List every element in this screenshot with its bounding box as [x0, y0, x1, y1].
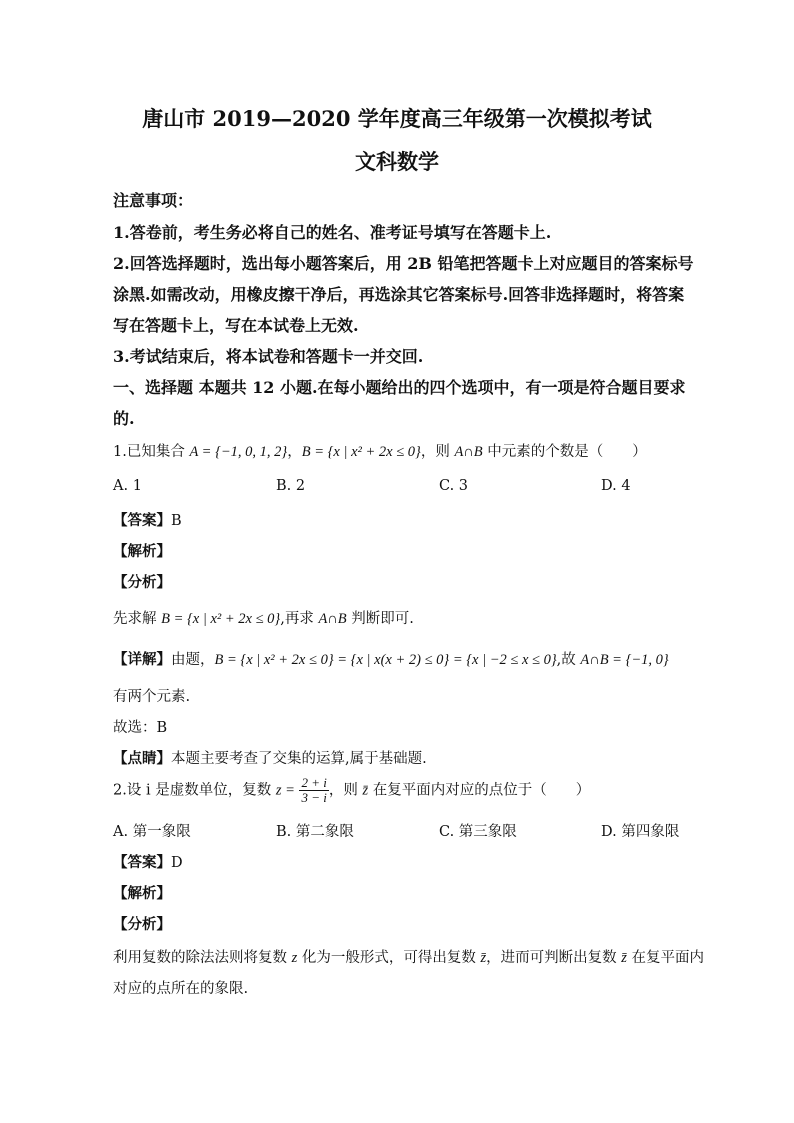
q2-fenxi-b: 化为一般形式，可得出复数	[297, 950, 481, 966]
q1-fenxi-intersection: A∩B	[318, 611, 347, 627]
q1-fenxi-prefix: 先求解	[113, 611, 162, 627]
section-heading-line-2: 的.	[113, 409, 135, 428]
notice-item-2-line-2: 涂黑.如需改动，用橡皮擦干净后，再选涂其它答案标号.回答非选择题时，将答案	[113, 285, 685, 304]
q2-option-a: A. 第一象限	[113, 824, 191, 840]
q1-fenxi-mid: ,再求	[280, 611, 319, 627]
q2-fenxi-line-2: 对应的点所在的象限.	[113, 981, 249, 997]
q1-detail-prefix: 由题，	[171, 652, 215, 668]
q2-answer	[113, 851, 183, 872]
q1-fenxi-suffix: 判断即可.	[346, 611, 414, 627]
q1-fenxi-expr: B = {x | x² + 2x ≤ 0}	[161, 611, 281, 627]
notice-heading: 注意事项：	[113, 191, 194, 210]
q1-choose: 故选：B	[113, 720, 168, 736]
q2-fenxi-line-1	[113, 946, 704, 967]
q1-sep: ，	[287, 444, 302, 460]
q2-fenxi-tag: 【分析】	[113, 916, 171, 933]
question-2-stem	[113, 776, 590, 805]
q1-analysis-tag: 【解析】	[113, 543, 171, 560]
page-subtitle: 文科数学	[355, 149, 439, 174]
question-1-stem	[113, 440, 647, 461]
q2-fenxi-c: ，进而可判断出复数	[486, 950, 622, 966]
q1-answer-value: B	[171, 513, 182, 529]
q2-fraction-numerator: 2 + i	[301, 775, 327, 790]
q2-option-d: D. 第四象限	[601, 824, 680, 840]
q1-detail	[113, 648, 669, 669]
q2-answer-value: D	[171, 855, 183, 871]
q1-detail-tag: 【详解】	[113, 651, 171, 668]
q2-stem-mid: ，则	[328, 782, 363, 799]
q1-fenxi-tag: 【分析】	[113, 574, 171, 591]
q1-answer-tag: 【答案】	[113, 512, 171, 529]
q1-detail-expr: B = {x | x² + 2x ≤ 0} = {x | x(x + 2) ≤ 0} = {x | −2 ≤ x ≤ 0}	[214, 652, 557, 668]
q2-fenxi-z: z	[291, 950, 298, 966]
q1-stem-suffix: 中元素的个数是（ ）	[482, 444, 647, 460]
section-heading-line-1: 一、选择题 本题共 12 小题.在每小题给出的四个选项中，有一项是符合题目要求	[113, 378, 686, 397]
q2-fenxi-a: 利用复数的除法法则将复数	[113, 950, 292, 966]
q1-set-a: A = {−1, 0, 1, 2}	[189, 444, 288, 460]
notice-item-1: 1.答卷前，考生务必将自己的姓名、准考证号填写在答题卡上.	[113, 223, 552, 242]
q1-stem-mid: ，则	[420, 444, 455, 460]
q2-analysis-tag: 【解析】	[113, 885, 171, 902]
q1-option-d: D. 4	[601, 478, 631, 494]
notice-item-2-line-3: 写在答题卡上，写在本试卷上无效.	[113, 316, 359, 335]
q2-fraction	[299, 776, 328, 805]
q1-fenxi	[113, 607, 414, 628]
q2-stem-prefix: 2.设 i 是虚数单位，复数	[113, 782, 276, 799]
q1-option-b: B. 2	[276, 478, 306, 494]
q2-fenxi-zbar-1: z̄	[480, 950, 487, 966]
q2-option-b: B. 第二象限	[276, 824, 354, 840]
notice-item-3: 3.考试结束后，将本试卷和答题卡一并交回.	[113, 347, 424, 366]
q2-zbar: z̄	[362, 782, 369, 799]
page-title: 唐山市 2019—2020 学年度高三年级第一次模拟考试	[142, 106, 652, 131]
q1-answer	[113, 509, 182, 530]
q2-fenxi-d: 在复平面内	[626, 950, 705, 966]
q1-comment-text: 本题主要考查了交集的运算,属于基础题.	[171, 751, 427, 767]
q2-stem-suffix: 在复平面内对应的点位于（ ）	[368, 782, 591, 799]
q1-option-a: A. 1	[113, 478, 142, 494]
q2-option-c: C. 第三象限	[439, 824, 517, 840]
q2-answer-tag: 【答案】	[113, 854, 171, 871]
q1-detail-line-2: 有两个元素.	[113, 689, 191, 705]
q1-set-b: B = {x | x² + 2x ≤ 0}	[301, 444, 421, 460]
q1-comment	[113, 747, 427, 768]
q2-fraction-denominator: 3 − i	[301, 790, 327, 805]
q2-fenxi-zbar-2: z̄	[621, 950, 627, 966]
q1-intersection: A∩B	[454, 444, 483, 460]
q2-z-eq: z =	[275, 782, 295, 799]
q1-comment-tag: 【点睛】	[113, 750, 171, 767]
q1-stem-prefix: 1.已知集合	[113, 444, 190, 460]
notice-item-2-line-1: 2.回答选择题时，选出每小题答案后，用 2B 铅笔把答题卡上对应题目的答案标号	[113, 254, 694, 273]
q1-detail-result: A∩B = {−1, 0}	[580, 652, 669, 668]
q1-detail-mid: ,故	[556, 652, 581, 668]
q1-option-c: C. 3	[439, 478, 469, 494]
